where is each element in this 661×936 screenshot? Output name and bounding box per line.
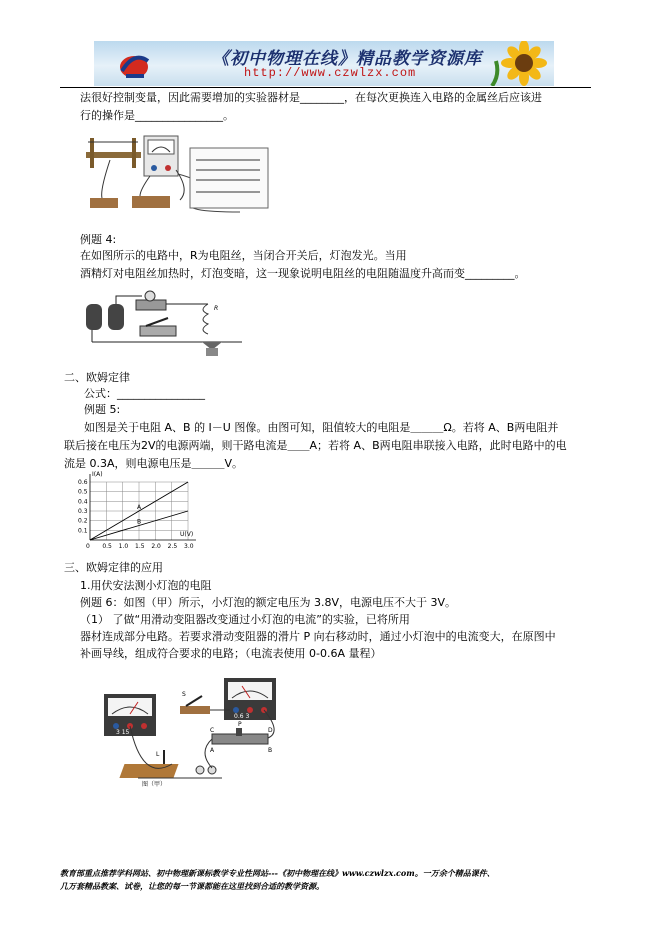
- terminal-label-d: D: [268, 727, 273, 734]
- question-1-line-1: （1） 了做“用滑动变阻器改变通过小灯泡的电流”的实验，已将所用: [80, 613, 410, 626]
- ohm-formula-line: 公式：________________: [84, 387, 205, 400]
- terminal-label-b: B: [268, 747, 273, 754]
- x-tick-label: 3.0: [184, 543, 194, 550]
- example-5-heading: 例题 5:: [84, 403, 121, 416]
- terminal-label-c: C: [210, 727, 215, 734]
- ammeter-scale: 0.6 3: [234, 713, 250, 720]
- voltmeter-icon: [104, 694, 156, 736]
- switch-label-s: S: [182, 691, 186, 698]
- x-tick-label: 1.5: [135, 543, 145, 550]
- section-3-sub-1: 1.用伏安法测小灯泡的电阻: [80, 579, 212, 592]
- lamp-label-l: L: [156, 751, 160, 758]
- voltmeter-scale: 3 15: [116, 729, 130, 736]
- example-6-line: 例题 6：如图（甲）所示，小灯泡的额定电压为 3.8V，电源电压不大于 3V。: [80, 596, 457, 609]
- iu-graph: [76, 471, 216, 554]
- y-tick-label: 0.6: [78, 479, 88, 486]
- footer-line-1: 教育部重点推荐学科网站、初中物理新课标教学专业性网站---《初中物理在线》www.czwlzx.com。一万余个精品课件、: [60, 868, 495, 878]
- y-tick-label: 0.1: [78, 527, 88, 535]
- example-4-line-2: 酒精灯对电阻丝加热时，灯泡变暗，这一现象说明电阻丝的电阻随温度升高而变_________。: [80, 267, 526, 280]
- resistance-wire-apparatus-figure: [80, 130, 280, 220]
- lamp-resistor-circuit-figure: [82, 290, 242, 360]
- x-tick-label: 2.0: [151, 543, 161, 550]
- example-4-heading: 例题 4:: [80, 233, 117, 246]
- resistor-label-r: R: [214, 305, 219, 312]
- x-tick-label: 2.5: [167, 543, 178, 550]
- y-tick-label: 0.4: [78, 498, 88, 506]
- banner-title: 《初中物理在线》精品教学资源库: [212, 49, 482, 69]
- sunflower-icon: [486, 41, 554, 86]
- section-2-heading: 二、欧姆定律: [64, 371, 130, 384]
- y-tick-label: 0.2: [78, 517, 88, 525]
- example-5-line-1: 如图是关于电阻 A、B 的 I－U 图像。由图可知，阻值较大的电阻是＿＿＿Ω。若将 A、B两电阻并: [84, 421, 559, 434]
- example-5-line-3: 流是 0.3A，则电源电压是＿＿＿V。: [64, 457, 244, 470]
- figure-jia-circuit: [102, 672, 302, 792]
- x-tick-label: 1.0: [118, 543, 129, 550]
- question-1-line-2: 器材连成部分电路。若要求滑动变阻器的滑片 P 向右移动时，通过小灯泡中的电流变大，在原图中: [80, 630, 556, 643]
- y-axis-label: I(A): [92, 471, 103, 478]
- section-3-heading: 三、欧姆定律的应用: [64, 561, 163, 574]
- question-1-line-3: 补画导线，组成符合要求的电路；（电流表使用 0-0.6A 量程）: [80, 647, 382, 660]
- ammeter-icon: [224, 678, 276, 720]
- example-5-line-2: 联后接在电压为2V的电源两端，则干路电流是＿＿A；若将 A、B两电阻串联接入电路，此时电路中的电: [64, 439, 567, 452]
- slider-label-p: P: [238, 721, 242, 728]
- series-label-b: B: [137, 518, 142, 526]
- intro-line-2: 行的操作是________________。: [80, 109, 234, 122]
- site-logo-icon: [112, 41, 172, 86]
- x-axis-label: U(V): [180, 531, 194, 538]
- figure-jia-caption: 图（甲）: [142, 781, 167, 788]
- footer-line-2: 几万套精品教案、试卷，让您的每一节课都能在这里找到合适的教学资源。: [60, 881, 324, 891]
- y-tick-label: 0.3: [78, 508, 88, 515]
- series-label-a: A: [137, 504, 142, 511]
- x-tick-label: 0.5: [102, 543, 112, 550]
- header-banner: [94, 41, 554, 86]
- header-rule: [60, 87, 591, 88]
- banner-url: http://www.czwlzx.com: [244, 66, 417, 80]
- terminal-label-a: A: [210, 747, 215, 754]
- y-tick-label: 0.5: [78, 488, 88, 496]
- x-tick-label: 0: [86, 543, 90, 550]
- intro-line-1: 法很好控制变量，因此需要增加的实验器材是________，在每次更换连入电路的金属丝后应该进: [80, 91, 542, 104]
- example-4-line-1: 在如图所示的电路中，R为电阻丝，当闭合开关后，灯泡发光。当用: [80, 249, 407, 262]
